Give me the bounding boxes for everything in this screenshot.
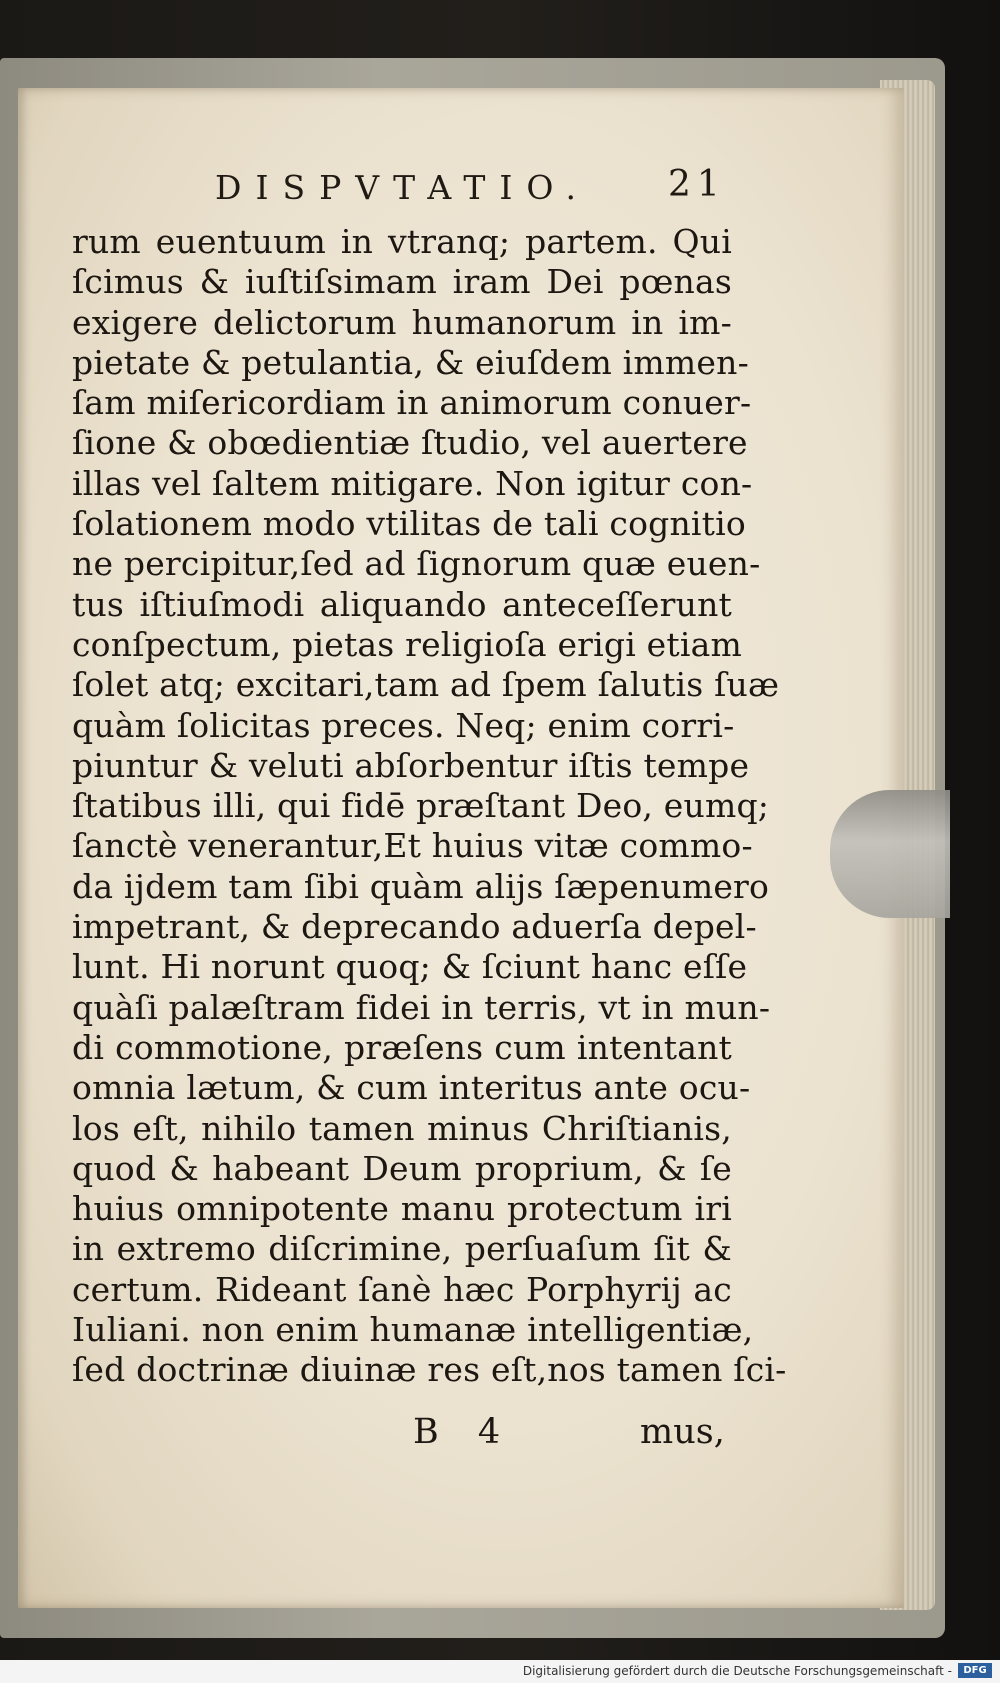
- text-line: Iuliani. non enim humanæ intelligentiæ,: [72, 1310, 754, 1350]
- signature-mark: B 4: [413, 1412, 515, 1452]
- page-clip: [830, 790, 950, 918]
- dfg-logo: DFG: [958, 1663, 992, 1678]
- text-line: exigere delictorum humanorum in im-: [72, 302, 732, 342]
- text-line: illas vel ſaltem mitigare. Non igitur con-: [72, 463, 753, 503]
- running-title: DISPVTATIO.: [215, 168, 591, 207]
- text-line: di commotione, præſens cum intentant: [72, 1027, 732, 1067]
- text-line: tus iſtiuſmodi aliquando anteceſſerunt: [72, 584, 732, 624]
- text-line: quàſi palæſtram fidei in terris, vt in mun-: [72, 987, 771, 1027]
- text-line: piuntur & veluti abſorbentur iſtis tempe: [72, 745, 750, 785]
- text-line: quàm ſolicitas preces. Neq; enim corri-: [72, 705, 735, 745]
- text-line: impetrant, & deprecando aduerſa depel-: [72, 907, 757, 947]
- text-line: los eſt, nihilo tamen minus Chriſtianis,: [72, 1108, 732, 1148]
- page-number: 21: [668, 164, 726, 205]
- text-line: in extremo diſcrimine, perſuaſum ſit &: [72, 1229, 732, 1269]
- text-line: ſed doctrinæ diuinæ res eſt,nos tamen ſci-: [72, 1350, 787, 1390]
- text-line: pietate & petulantia, & eiuſdem immen-: [72, 342, 749, 382]
- text-line: rum euentuum in vtranq; partem. Qui: [72, 222, 732, 261]
- text-line: quod & habeant Deum proprium, & ſe: [72, 1148, 732, 1188]
- text-line: conſpectum, pietas religioſa erigi etiam: [72, 624, 742, 664]
- text-line: ſtatibus illi, qui fidē præſtant Deo, eumq;: [72, 786, 770, 826]
- text-line: da ijdem tam ſibi quàm alijs ſæpenumero: [72, 866, 770, 906]
- text-line: ſolationem modo vtilitas de tali cognitio: [72, 504, 746, 544]
- catchword: mus,: [640, 1412, 725, 1452]
- text-line: huius omnipotente manu protectum iri: [72, 1189, 732, 1229]
- body-text: [72, 222, 787, 1391]
- text-line: ſam miſericordiam in animorum conuer-: [72, 383, 752, 423]
- text-line: lunt. Hi norunt quoq; & ſciunt hanc eſſe: [72, 947, 748, 987]
- text-line: ſolet atq; excitari,tam ad ſpem ſalutis ſuæ: [72, 665, 780, 705]
- text-line: ſanctè venerantur,Et huius vitæ commo-: [72, 826, 753, 866]
- text-line: ſcimus & iuſtiſsimam iram Dei pœnas: [72, 262, 732, 302]
- funding-credit: Digitalisierung gefördert durch die Deutsche Forschungsgemeinschaft -: [522, 1664, 952, 1678]
- text-line: ſione & obœdientiæ ſtudio, vel auertere: [72, 423, 748, 463]
- text-line: certum. Rideant ſanè hæc Porphyrij ac: [72, 1269, 732, 1309]
- text-line: omnia lætum, & cum interitus ante ocu-: [72, 1068, 751, 1108]
- text-line: ne percipitur,ſed ad ſignorum quæ euen-: [72, 544, 761, 584]
